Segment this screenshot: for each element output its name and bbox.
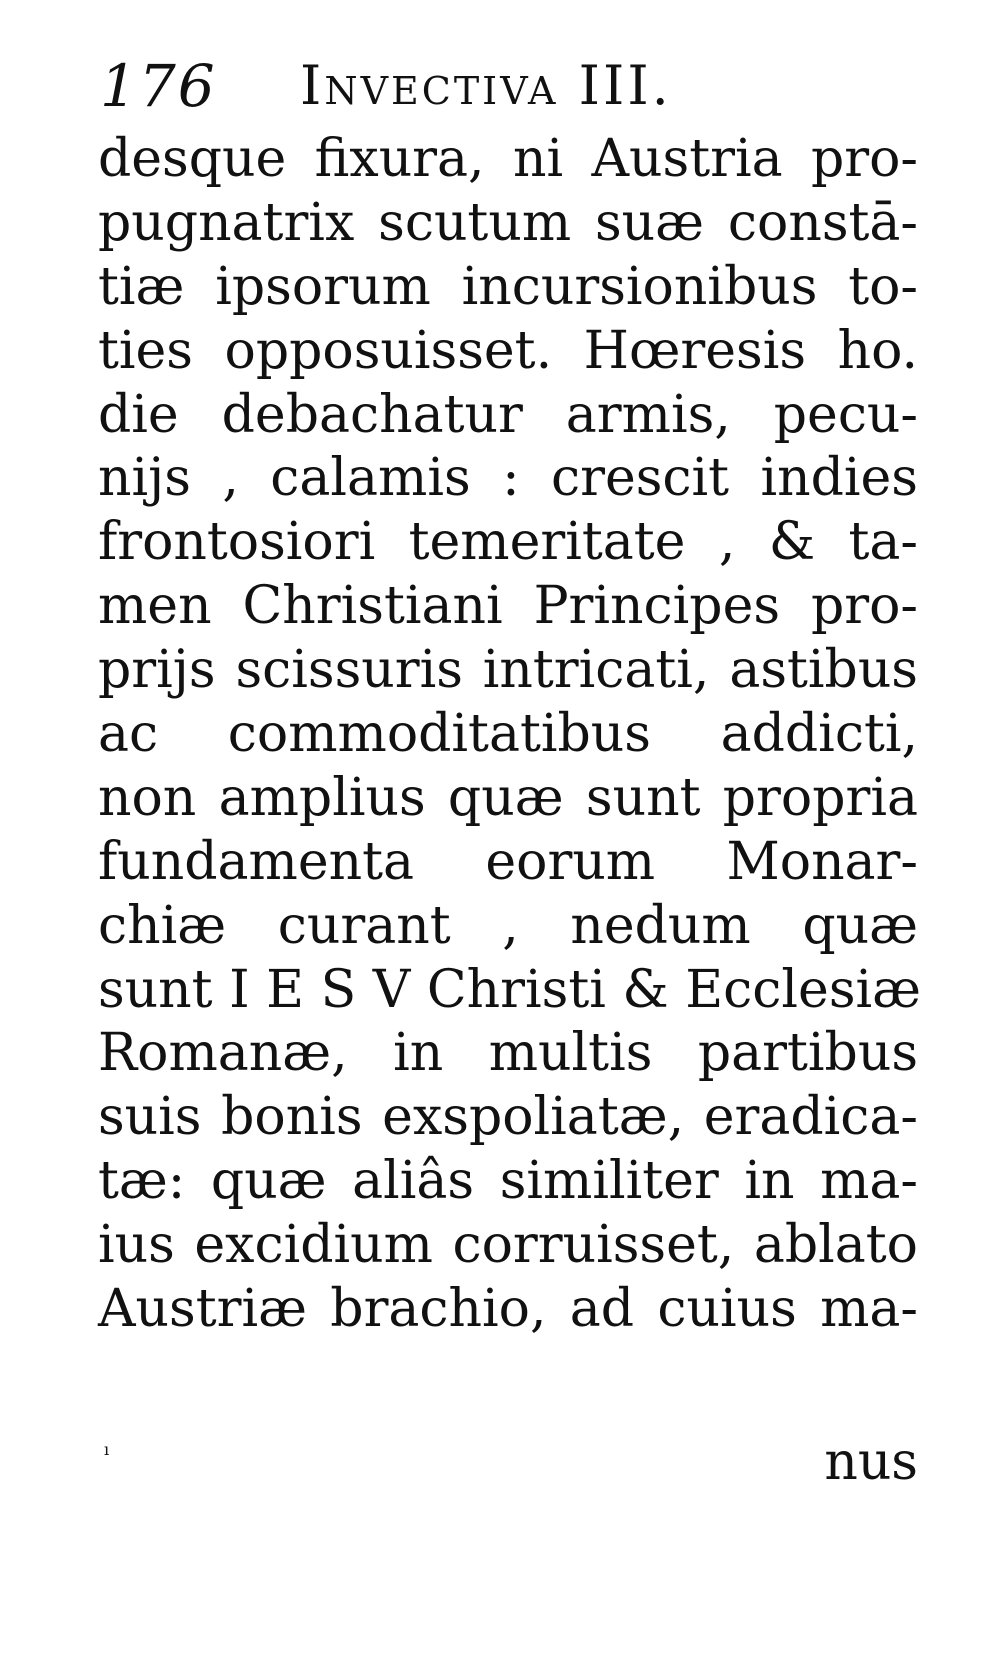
page-number: 176 (100, 52, 217, 120)
catchword: nus (824, 1432, 918, 1492)
text-line: pugnatrix scutum suæ constā- (98, 192, 918, 253)
signature-mark: ı (104, 1440, 110, 1459)
text-line: tiæ ipsorum incursionibus to- (98, 256, 918, 317)
running-title: Invectiva III. (300, 54, 672, 117)
text-line: frontosiori temeritate , & ta- (98, 512, 918, 573)
text-line: tæ: quæ aliâs similiter in ma- (98, 1151, 918, 1212)
text-line: suis bonis exspoliatæ, eradica- (98, 1087, 918, 1148)
text-line: Romanæ, in multis partibus (98, 1023, 918, 1084)
text-line: men Christiani Principes pro- (98, 576, 918, 637)
text-line: Austriæ brachio, ad cuius ma- (98, 1279, 918, 1340)
text-line: sunt I E S V Christi & Ecclesiæ (98, 959, 922, 1020)
text-line: die debachatur armis, pecu- (98, 384, 918, 445)
text-line: ac commoditatibus addicti, (98, 704, 918, 765)
body-text (98, 128, 922, 1342)
text-line: desque fixura, ni Austria pro- (98, 129, 918, 189)
text-line: non amplius quæ sunt propria (98, 767, 918, 828)
text-line: prijs scissuris intricati, astibus (98, 640, 918, 701)
text-line: nijs , calamis : crescit indies (98, 448, 918, 509)
text-line: ties opposuisset. Hœresis ho. (98, 320, 918, 381)
page-header (100, 50, 900, 122)
text-line: ius excidium corruisset, ablato (98, 1215, 918, 1276)
catchword-row (98, 1430, 918, 1500)
text-line: chiæ curant , nedum quæ (98, 895, 918, 956)
text-line: fundamenta eorum Monar- (98, 831, 918, 892)
